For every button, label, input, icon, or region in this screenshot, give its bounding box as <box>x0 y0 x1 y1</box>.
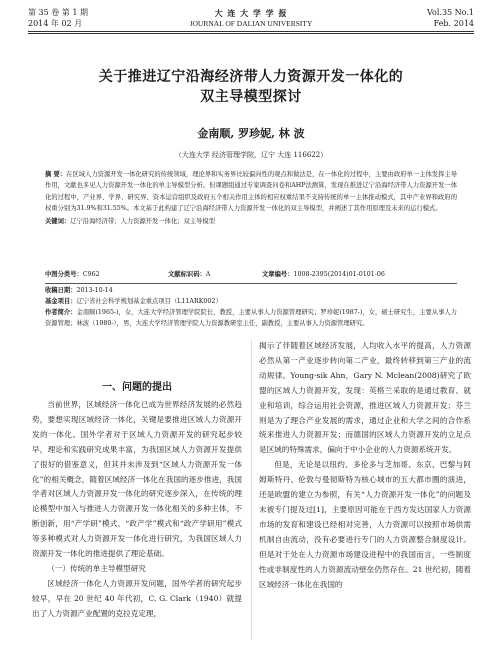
document-code <box>168 269 210 280</box>
keywords-text: 辽宁沿海经济带；人力资源开发一体化；双主导模型 <box>70 217 216 225</box>
left-column <box>32 398 242 622</box>
article-title-line2: 双主导模型探讨 <box>200 89 302 105</box>
article-affiliation: （大连大学 经济管理学院，辽宁 大连 116622） <box>174 151 328 159</box>
article-title-line1: 关于推进辽宁沿海经济带人力资源开发一体化的 <box>98 69 404 85</box>
author-info <box>45 307 457 329</box>
doc-code-label: 文献标识码： <box>168 271 206 278</box>
header-rule-top <box>28 31 474 32</box>
received-label: 收稿日期： <box>45 287 77 294</box>
abstract-text: 在区域人力资源开发一体化研究的传统领域，理论界和实务界比较偏向性的观点和做法是，在一体化的过程中，主要由政府单一主体发挥主导作用，文献也多见人力资源开发一体化的单主导模型分析。但课题组通过专家调查问卷和AHP法测算，发现在推进辽宁沿海经济带人力资源开发一体化的过程中，产业界、学界、研究界、资本运营组织及政府五个相关作用主体的相应权重结果不支持传统的单一主体推动模式，其中产业界和政府的权重分别为31.9%和31.55%。本文基于此构建了辽宁沿海经济带人力资源开发一体化的双主导模型，并阐述了其作用原理及未来的运行模式。 <box>45 171 458 213</box>
subsection-1-title: （一）传统的单主导模型研究 <box>47 563 146 573</box>
left-paragraph-2: 区域经济一体化人力资源开发问题，国外学者的研究起步较早，早在 20 世纪 40 年代初，C. G. Clark（1940）就提出了人力资源产业配置的克拉克定理， <box>32 578 242 618</box>
author-info-value: 金南顺(1965-)，女，大连大学经济管理学院院长，教授，主要从事人力资源管理研究；罗珍妮(1987-)，女，硕士研究生，主要从事人力资源管理；林波（1980-），男，大连大学经济管理学院人力资源教研室主任，副教授，主要从事人力资源管理研究。 <box>45 309 457 327</box>
abstract-label: 摘 要： <box>45 171 67 178</box>
footnote-block <box>45 285 457 329</box>
clc-number <box>45 269 100 280</box>
header-volume-cn: 第 35 卷 第 1 期 <box>28 8 88 17</box>
abstract-block <box>45 169 457 227</box>
left-paragraph-1: 当前世界，区域经济一体化已成为世界经济发展的必然趋势，要想实现区域经济一体化，关键是要推进区域人力资源开发的一体化。国外学者对于区域人力资源开发的研究起步较早，理论和实践研究成果丰富，为我国区域人力资源开发提供了很好的借鉴意义，但其并未涉及到“区域人力资源开发一体化”的相关概念，随着区域经济一体化在我国的逐步推进，我国学者对区域人力资源开发一体化的研究逐步深入，在传统的理论模型中加入与推进人力资源开发一体化相关的多种主体，不断创新，用“产学研”模式、“政产学”模式和“政产学研用”模式等多种模式对人力资源开发一体化进行研究，为我国区域人力资源开发一体化的推进提供了理论基础。 <box>32 400 242 559</box>
header-rule-bottom <box>28 33 474 34</box>
right-paragraph-1: 揭示了伴随着区域经济发展，人均收入水平的提高，人力资源必然从第一产业逐步转向第二产业，最终转移到第三产业的流动规律。Young-sik Ahn，Gary N. Mclean(2008)研究了欧盟的区域人力资源开发，发现：英格兰采取的是通过教育、就业和培训，综合运用社会资源，推进区域人力资源开发；芬兰则是为了理合产业发展的需求，通过企业和大学之间的合作系统来推进人力资源开发；而德国的区域人力资源开发的立足点是区域的特殊需求，偏向于中小企业的人力资源系统开发。 <box>259 341 471 455</box>
clc-value: C962 <box>82 271 100 278</box>
fund-info <box>45 296 457 307</box>
abstract <box>45 169 457 215</box>
right-column <box>259 339 471 592</box>
article-number-label: 文章编号： <box>262 271 294 278</box>
received-value: 2013-10-14 <box>76 287 113 294</box>
fund-value: 辽宁省社会科学规划基金重点项目（L11ARK002） <box>76 298 222 305</box>
doc-code-value: A <box>205 271 211 278</box>
received-date <box>45 285 457 296</box>
clc-label: 中图分类号： <box>45 271 83 278</box>
author-info-label: 作者简介： <box>45 309 77 316</box>
article-number-value: 1008-2395(2014)01-0101-06 <box>293 271 385 278</box>
header-journal-cn: 大 连 大 学 学 报 <box>214 8 288 18</box>
keywords-label: 关键词： <box>45 217 71 225</box>
header-volume-en: Vol.35 No.1 <box>427 8 474 17</box>
column-divider <box>251 340 252 640</box>
meta-divider <box>45 283 457 284</box>
header-journal-en: JOURNAL OF DALIAN UNIVERSITY <box>189 19 313 28</box>
header-date-en: Feb. 2014 <box>433 19 474 28</box>
keywords <box>45 216 457 227</box>
header-date-cn: 2014 年 02 月 <box>28 19 83 28</box>
article-authors: 金南顺, 罗珍妮, 林 波 <box>197 127 305 140</box>
article-number <box>262 269 385 280</box>
section-1-title: 一、问题的提出 <box>102 382 172 393</box>
right-paragraph-2: 但是，无论是以纽约、多伦多与芝加哥、东京、巴黎与阿姆斯特丹、伦敦与曼彻斯特为核心城市的五大都市圈的演进，还是欧盟的建立为参照，有关“人力资源开发一体化”的问题及未被专门提及过[1]，主要原因可能在于西方发达国家人力资源市场的发育和建设已经相对完善，人力资源可以按照市场供需机制自由流动，没有必要进行专门的人力资源整合制度设计。但是对于处在人力资源市场建设进程中的我国而言，一些制度性或非制度性的人力资源流动壁垒仍然存在。21 世纪初，随着区域经济一体化在我国的 <box>259 460 471 589</box>
fund-label: 基金项目： <box>45 298 77 305</box>
